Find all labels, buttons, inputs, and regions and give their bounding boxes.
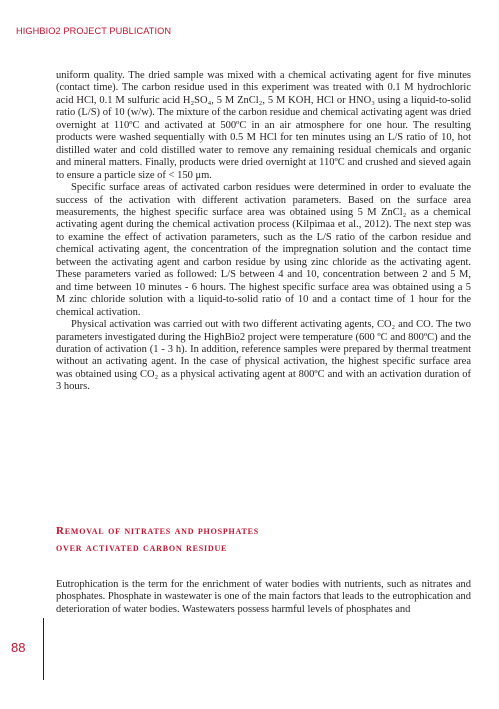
paragraph: Specific surface areas of activated carbon residues were determined in order to evaluate the success of the activation with different activation parameters. Based on the surface area measurements, the highest specific surface area was obtained using 5 M ZnCl₂ as a chemical activating agent during the chemical activation process (Kilpimaa et al., 2012). The next step was to examine the effect of activation parameters, such as the L/S ratio of the carbon residue and chemical activating agent, the concentration of the impregnation solution and the contact time between the activating agent and carbon residue by using zinc chloride as the activating agent. These parameters varied as followed: L/S between 4 and 10, concentration between 2 and 5 M, and time between 10 minutes - 6 hours. The highest specific surface area was obtained using a 5 M zinc chloride solution with a liquid-to-solid ratio of 10 and a contact time of 1 hour for the chemical activation. [56, 182, 471, 318]
body-text [56, 70, 471, 394]
paragraph: Eutrophication is the term for the enrichment of water bodies with nutrients, such as nitrates and phosphates. Phosphate in wastewater is one of the main factors that leads to the eutrophication and deterioration of water bodies. Wastewaters possess harmful levels of phosphates and [56, 579, 471, 615]
margin-rule [43, 618, 44, 680]
running-header: HIGHBIO2 PROJECT PUBLICATION [16, 26, 172, 36]
section-heading [56, 523, 471, 557]
paragraph: uniform quality. The dried sample was mixed with a chemical activating agent for five minutes (contact time). The carbon residue used in this experiment was treated with 0.1 M hydrochloric acid HCl, 0.1 M sulfuric acid H₂SO₄, 5 M ZnCl₂, 5 M KOH, HCl or HNO₃ using a liquid-to-solid ratio (L/S) of 10 (w/w). The mixture of the carbon residue and chemical activating agent was dried overnight at 110ºC and activated at 500ºC in an air atmosphere for one hour. The resulting products were washed sequentially with 0.5 M HCl for ten minutes using an L/S ratio of 10, hot distilled water and cold distilled water to remove any remaining residual chemicals and organic and mineral matters. Finally, products were dried overnight at 110ºC and crushed and sieved again to ensure a particle size of < 150 μm. [56, 70, 471, 181]
section-body [56, 579, 471, 616]
section-heading-line: Removal of nitrates and phosphates [56, 525, 260, 537]
paragraph: Physical activation was carried out with two different activating agents, CO₂ and CO. The two parameters investigated during the HighBio2 project were temperature (600 ºC and 800ºC) and the duration of activation (1 - 3 h). In addition, reference samples were prepared by thermal treatment without an activating agent. In the case of physical activation, the highest specific surface area was obtained using CO₂ as a physical activating agent at 800ºC and with an activation duration of 3 hours. [56, 319, 471, 393]
page-number: 88 [11, 640, 26, 655]
section-heading-line: over activated carbon residue [56, 542, 228, 554]
